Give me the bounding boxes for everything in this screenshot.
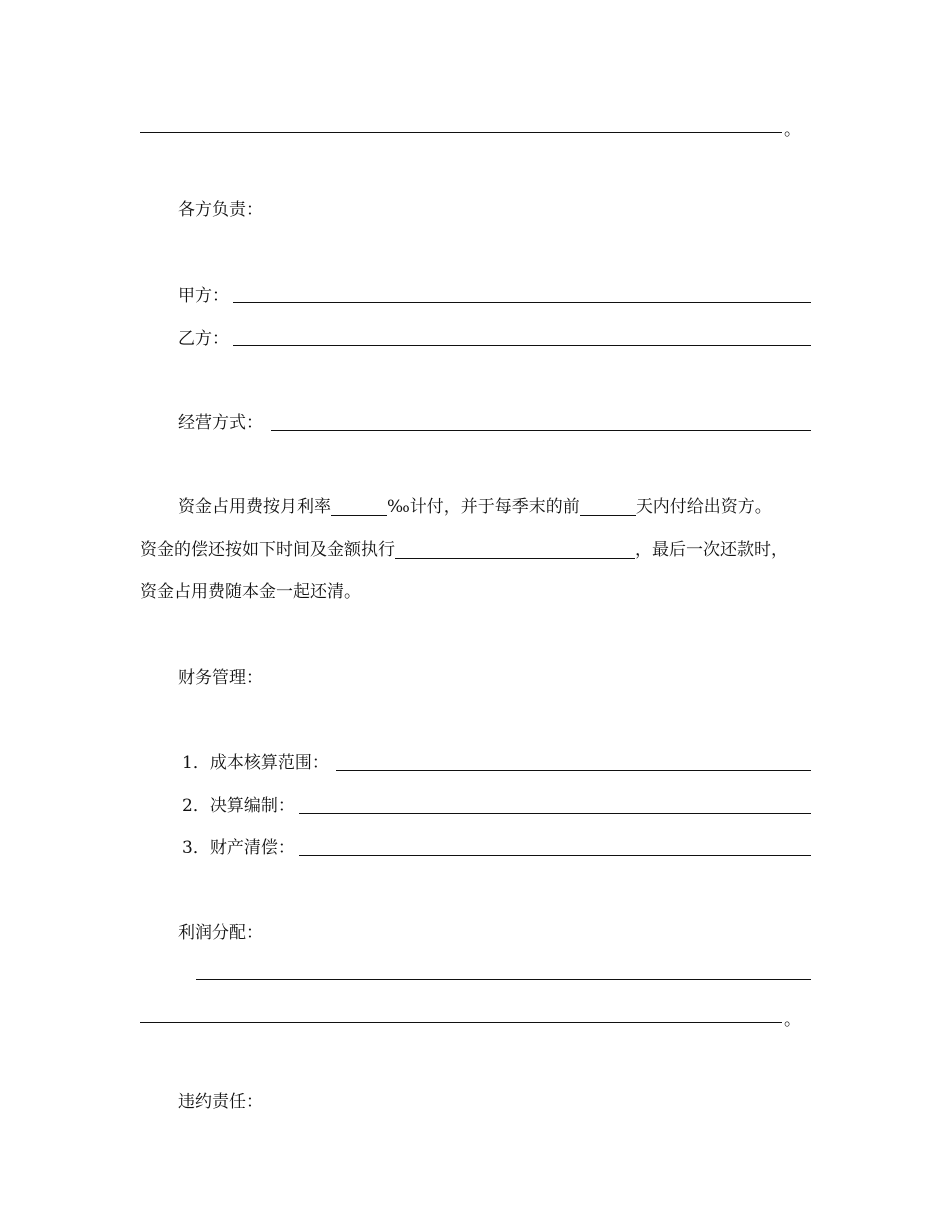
profit-period: 。 xyxy=(784,1010,801,1030)
final-accounts-blank[interactable] xyxy=(299,813,811,814)
finance-item-3 xyxy=(182,838,295,858)
top-blank-line[interactable] xyxy=(140,132,782,133)
profit-blank-1[interactable] xyxy=(196,979,811,980)
top-period: 。 xyxy=(784,120,801,140)
funds-line-2 xyxy=(140,540,788,560)
funds-line-2-b: ，最后一次还款时， xyxy=(635,540,788,560)
finance-item-2 xyxy=(182,796,295,816)
funds-line-1 xyxy=(178,497,772,517)
finance-item-2-label: 决算编制： xyxy=(209,796,295,816)
funds-line-1-b: ‰计付，并于每季末的前 xyxy=(387,497,580,517)
interest-rate-blank[interactable] xyxy=(331,497,387,516)
liability-heading: 违约责任： xyxy=(178,1092,263,1112)
cost-accounting-blank[interactable] xyxy=(336,770,811,771)
finance-item-2-num: 2． xyxy=(182,796,210,816)
funds-line-2-a: 资金的偿还按如下时间及金额执行 xyxy=(140,540,395,560)
finance-item-3-label: 财产清偿： xyxy=(209,838,295,858)
party-a-label: 甲方： xyxy=(178,286,229,306)
responsibilities-heading: 各方负责： xyxy=(178,200,263,220)
finance-item-1 xyxy=(182,753,329,773)
funds-line-1-c: 天内付给出资方。 xyxy=(635,497,772,517)
party-b-label: 乙方： xyxy=(178,329,229,349)
operation-label: 经营方式： xyxy=(178,413,263,433)
party-b-blank[interactable] xyxy=(233,345,811,346)
profit-blank-2[interactable] xyxy=(140,1022,782,1023)
finance-item-1-num: 1． xyxy=(182,753,210,773)
asset-liquidation-blank[interactable] xyxy=(299,855,811,856)
repayment-schedule-blank[interactable] xyxy=(395,540,635,559)
finance-item-3-num: 3． xyxy=(182,838,210,858)
finance-item-1-label: 成本核算范围： xyxy=(209,753,329,773)
funds-line-1-a: 资金占用费按月利率 xyxy=(178,497,331,517)
payment-days-blank[interactable] xyxy=(580,497,636,516)
operation-blank[interactable] xyxy=(271,430,811,431)
profit-heading: 利润分配： xyxy=(178,923,263,943)
finance-heading: 财务管理： xyxy=(178,668,263,688)
party-a-blank[interactable] xyxy=(233,302,811,303)
funds-line-3: 资金占用费随本金一起还清。 xyxy=(140,582,361,602)
